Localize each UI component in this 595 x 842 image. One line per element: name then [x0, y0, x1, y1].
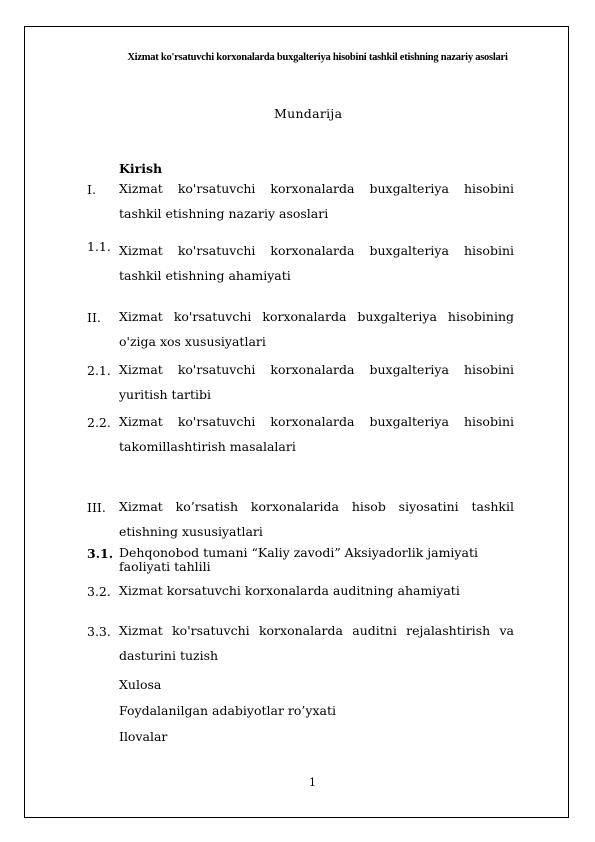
toc-entry-text: Xizmat ko’rsatish korxonalarida hisob siyosatini tashkil etishning xususiyatlari — [119, 499, 514, 539]
toc-entry-text: Xizmat ko'rsatuvchi korxonalarda buxgalteriya hisobini yuritish tartibi — [119, 362, 514, 402]
toc-entry-number: II. — [87, 310, 101, 325]
toc-entry-number: 1.1. — [87, 239, 111, 254]
toc-entry-number: 3.1. — [87, 546, 114, 561]
toc-entry-text: Xizmat ko'rsatuvchi korxonalarda auditni rejalashtirish va dasturini tuzish — [119, 623, 514, 663]
toc-entry-references: Foydalanilgan adabiyotlar ro’yxati — [119, 703, 336, 718]
toc-entry-number: 2.2. — [87, 415, 111, 430]
page-number: 1 — [309, 776, 316, 789]
toc-entry-text: Xizmat korsatuvchi korxonalarda auditning ahamiyati — [119, 583, 460, 598]
document-header: Xizmat ko'rsatuvchi korxonalarda buxgalteriya hisobini tashkil etishning nazariy asoslari — [127, 52, 508, 63]
toc-title: Mundarija — [274, 106, 343, 121]
toc-entry-xulosa: Xulosa — [119, 677, 162, 692]
toc-entry-number: 2.1. — [87, 363, 111, 378]
toc-entry-text: Xizmat ko'rsatuvchi korxonalarda buxgalteriya hisobini tashkil etishning ahamiyati — [119, 243, 514, 283]
toc-entry-text: Xizmat ko'rsatuvchi korxonalarda buxgalteriya hisobining o'ziga xos xususiyatlari — [119, 309, 514, 349]
toc-entry-text: Xizmat ko'rsatuvchi korxonalarda buxgalteriya hisobini tashkil etishning nazariy asoslari — [119, 181, 514, 221]
toc-entry-text: Dehqonobod tumani “Kaliy zavodi” Aksiyadorlik jamiyati faoliyati tahlili — [119, 545, 478, 574]
toc-entry-number: III. — [87, 500, 106, 515]
toc-entry-number: 3.2. — [87, 584, 111, 599]
toc-entry-appendices: Ilovalar — [119, 729, 168, 744]
toc-entry-number: I. — [87, 182, 96, 197]
toc-entry-text: Xizmat ko'rsatuvchi korxonalarda buxgalteriya hisobini takomillashtirish masalalari — [119, 414, 514, 454]
toc-entry-kirish: Kirish — [119, 161, 163, 176]
toc-entry-number: 3.3. — [87, 624, 111, 639]
